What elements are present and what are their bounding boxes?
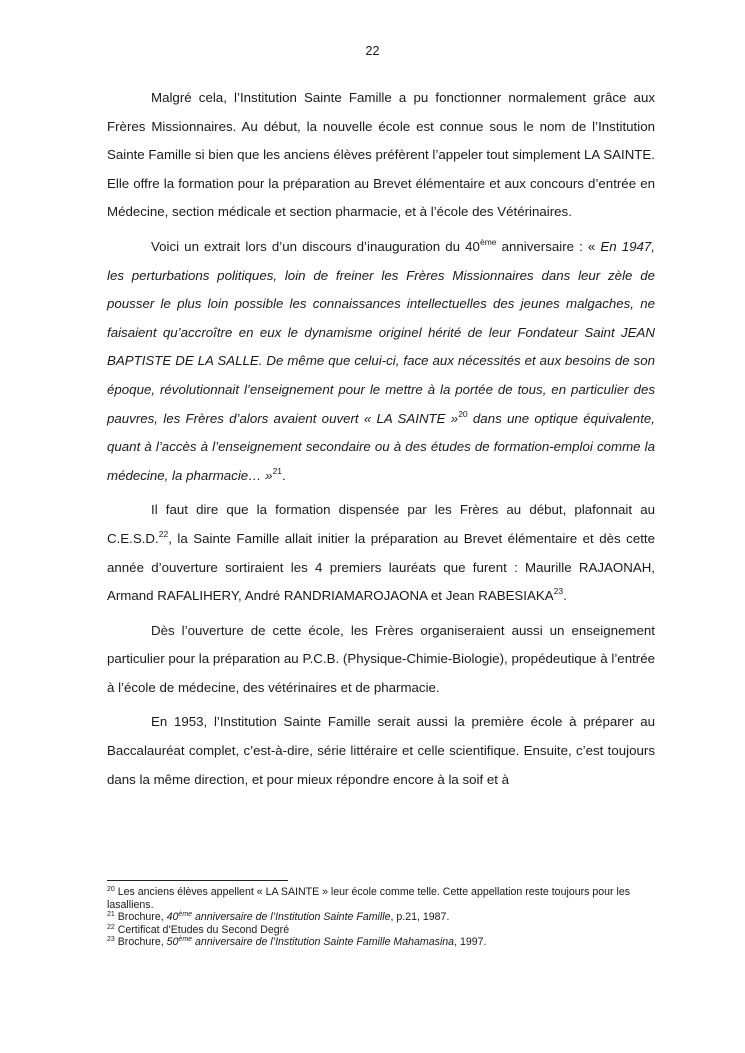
footnote-22 [107, 924, 655, 937]
footnote-number: 20 [107, 886, 115, 893]
paragraph-3 [107, 496, 655, 610]
footnote-ref-20[interactable]: 20 [458, 408, 468, 419]
quote-part-a: En 1947, les perturbations politiques, loin de freiner les Frères Missionnaires dans leur zèle de pousser le plus loin possible les connaissances intellectuelles des jeunes malgaches, ne faisaient qu’accroître en eux le dynamisme originel hérité de leur Fondateur Saint JEAN BAPTISTE DE LA SALLE. De même que celui-ci, face aux nécessités et aux besoins de son époque, révolutionnait l’enseignement pour le mettre à la portée de tous, en particulier des pauvres, les Frères d’alors avaient ouvert « LA SAINTE » [107, 238, 655, 426]
footnote-21 [107, 911, 655, 924]
footnote-tail: , 1997. [454, 936, 487, 949]
quote-intro: Voici un extrait lors d’un discours d’inauguration du 40 [151, 238, 480, 254]
paragraph-3-part-b: , la Sainte Famille allait initier la préparation au Brevet élémentaire et dès cette année d’ouverture sortiraient les 4 premiers lauréats que furent : Maurille RAJAONAH, Armand RAFALIHERY, André RANDRIAMAROJAONA et Jean RABESIAKA [107, 530, 655, 604]
footnotes [107, 886, 655, 949]
quote-part-b: dans une optique équivalente, quant à l’accès à l’enseignement secondaire ou à des études de formation-emploi comme la médecine, la pharmacie… » [107, 410, 655, 483]
footnote-text: Les anciens élèves appellent « LA SAINTE » leur école comme telle. Cette appellation reste toujours pour les lasalliens. [107, 886, 631, 911]
footnote-title [167, 936, 454, 948]
footnote-title-text: anniversaire de l’Institution Sainte Famille Mahamasina [192, 936, 455, 949]
footnote-title-suffix: ème [178, 911, 193, 919]
footnote-tail: , p.21, 1987. [390, 911, 450, 924]
footnote-title-suffix: ème [178, 936, 193, 944]
footnote-title-number: 40 [166, 911, 179, 924]
quote-end: . [282, 467, 286, 483]
footnote-20 [107, 886, 655, 911]
paragraph-2 [107, 233, 655, 490]
body-text [107, 84, 655, 800]
paragraph-3-end: . [563, 588, 567, 604]
footnote-ref-23[interactable]: 23 [553, 586, 564, 597]
paragraph-3-part-a: Il faut dire que la formation dispensée par les Frères au début, plafonnait au C.E.S.D. [107, 502, 655, 546]
footnote-title [167, 911, 391, 923]
footnote-text: Brochure, [114, 911, 167, 924]
footnote-separator [107, 880, 288, 881]
quote-intro-tail: anniversaire : « [496, 238, 601, 254]
page-number: 22 [365, 44, 380, 58]
footnote-text: Brochure, [114, 936, 167, 949]
paragraph-1: Malgré cela, l’Institution Sainte Famille a pu fonctionner normalement grâce aux Frères Missionnaires. Au début, la nouvelle école est connue sous le nom de l’Institution Sainte Famille si bien que les anciens élèves préfèrent l’appeler tout simplement LA SAINTE. Elle offre la formation pour la préparation au Brevet élémentaire et aux concours d’entrée en Médecine, section médicale et section pharmacie, et à l’école des Vétérinaires. [107, 90, 655, 220]
paragraph-5: En 1953, l’Institution Sainte Famille serait aussi la première école à préparer au Baccalauréat complet, c’est-à-dire, série littéraire et celle scientifique. Ensuite, c’est toujours dans la même direction, et pour mieux répondre encore à la soif et à [107, 714, 655, 787]
footnote-ref-21[interactable]: 21 [272, 465, 283, 476]
footnote-text: Certificat d’Etudes du Second Degré [114, 923, 290, 936]
footnote-23 [107, 936, 655, 949]
footnote-number: 22 [107, 923, 115, 931]
footnote-number: 21 [107, 911, 115, 919]
paragraph-4: Dès l’ouverture de cette école, les Frères organiseraient aussi un enseignement particulier pour la préparation au P.C.B. (Physique-Chimie-Biologie), propédeutique à l’entrée à l’école de médecine, des vétérinaires et de pharmacie. [107, 622, 655, 695]
footnote-ref-22[interactable]: 22 [158, 528, 169, 539]
footnote-number: 23 [107, 936, 115, 944]
footnote-title-number: 50 [166, 936, 179, 949]
ordinal-suffix: ème [479, 236, 497, 247]
footnote-title-text: anniversaire de l’Institution Sainte Famille [192, 911, 391, 924]
